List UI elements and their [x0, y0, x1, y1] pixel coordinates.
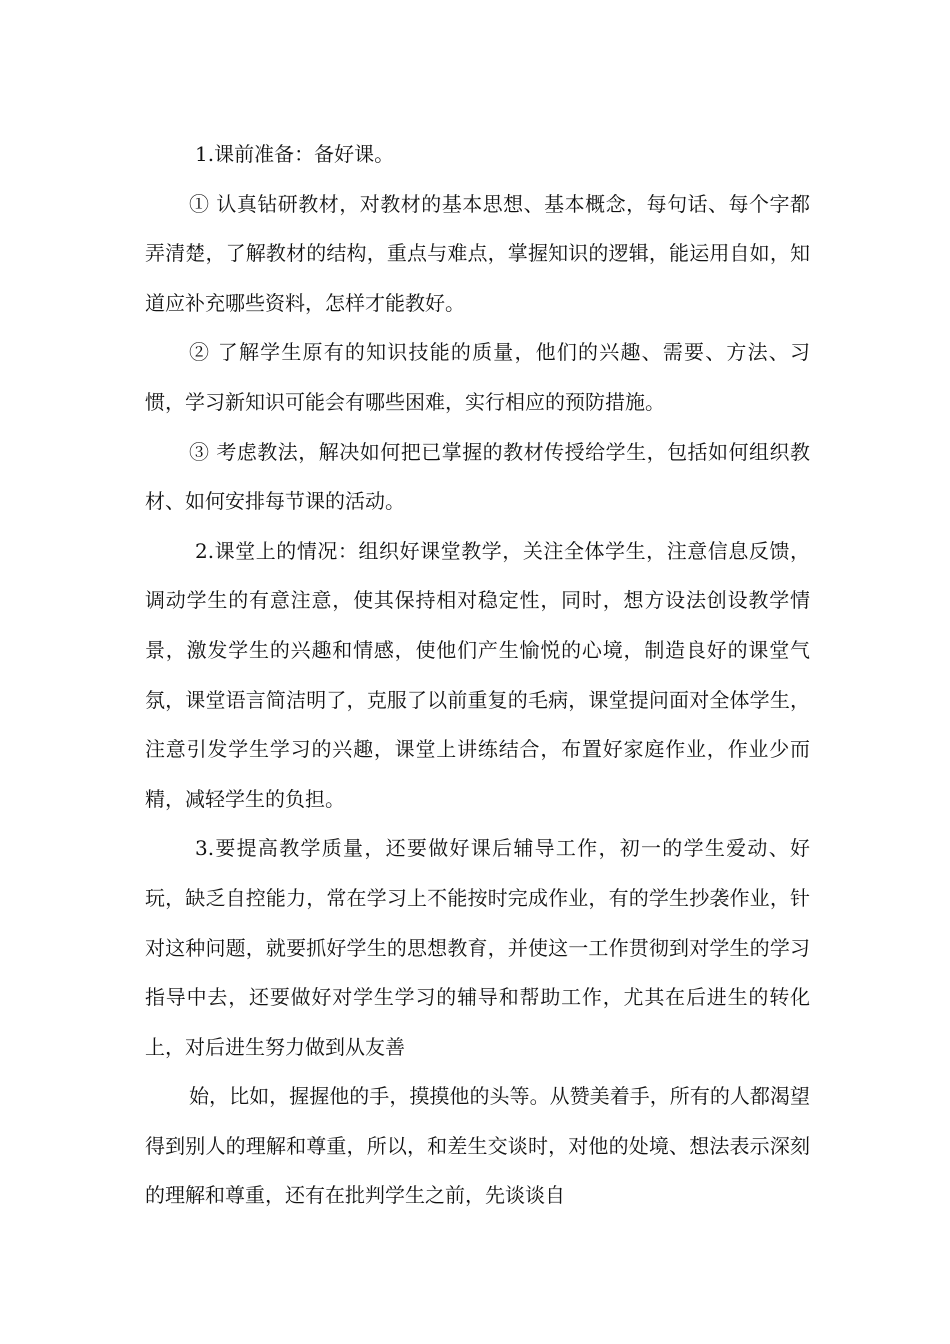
paragraph-classroom-situation: 2.课堂上的情况：组织好课堂教学，关注全体学生，注意信息反馈，调动学生的有意注意，使其保持相对稳定性，同时，想方设法创设教学情景，激发学生的兴趣和情感，使他们产生愉悦的心境，制造良好的课堂气氛，课堂语言简洁明了，克服了以前重复的毛病，课堂提问面对全体学生，注意引发学生学习的兴趣，课堂上讲练结合，布置好家庭作业，作业少而精，减轻学生的负担。: [145, 538, 810, 811]
paragraph-understand-students: ② 了解学生原有的知识技能的质量，他们的兴趣、需要、方法、习惯，学习新知识可能会有哪些困难，实行相应的预防措施。: [145, 340, 810, 414]
document-body: [145, 130, 810, 1221]
paragraph-teaching-methods: ③ 考虑教法，解决如何把已掌握的教材传授给学生，包括如何组织教材、如何安排每节课的活动。: [145, 439, 810, 514]
paragraph-lesson-prep-heading: 1.课前准备：备好课。: [195, 142, 395, 166]
paragraph-after-class-tutoring: 3.要提高教学质量，还要做好课后辅导工作，初一的学生爱动、好玩，缺乏自控能力，常在学习上不能按时完成作业，有的学生抄袭作业，针对这种问题，就要抓好学生的思想教育，并使这一工作贯彻到对学生的学习指导中去，还要做好对学生学习的辅导和帮助工作，尤其在后进生的转化上，对后进生努力做到从友善: [145, 836, 810, 1059]
paragraph-study-materials: ① 认真钻研教材，对教材的基本思想、基本概念，每句话、每个字都弄清楚，了解教材的结构，重点与难点，掌握知识的逻辑，能运用自如，知道应补充哪些资料，怎样才能教好。: [145, 191, 810, 315]
paragraph-continuation: 始，比如，握握他的手，摸摸他的头等。从赞美着手，所有的人都渴望得到别人的理解和尊重，所以，和差生交谈时，对他的处境、想法表示深刻的理解和尊重，还有在批判学生之前，先谈谈自: [145, 1084, 810, 1208]
